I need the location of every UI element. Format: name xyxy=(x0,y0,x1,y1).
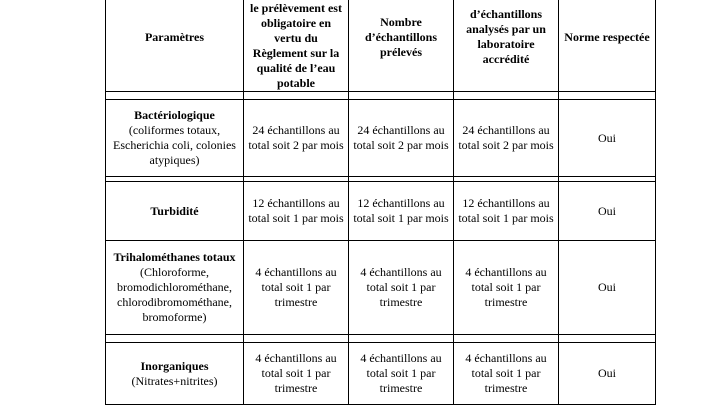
header-analyzed: d’échantillons analysés par un laboratoire accrédité xyxy=(454,0,559,92)
param-cell xyxy=(106,343,244,405)
analyzed-cell: 12 échantillons au total soit 1 par mois xyxy=(454,182,559,241)
table-row xyxy=(106,100,656,177)
param-detail: (Nitrates+nitrites) xyxy=(131,373,218,388)
header-required: le prélèvement est obligatoire en vertu du Règlement sur la qualité de l’eau potable xyxy=(244,0,349,92)
required-cell: 4 échantillons au total soit 1 par trimestre xyxy=(244,343,349,405)
table-header-row xyxy=(106,0,656,92)
table-row xyxy=(106,241,656,335)
table-row xyxy=(106,182,656,241)
param-detail: (coliformes totaux, Escherichia coli, colonies atypiques) xyxy=(113,123,236,167)
norm-cell: Oui xyxy=(559,241,656,335)
sampled-cell: 12 échantillons au total soit 1 par mois xyxy=(349,182,454,241)
header-sampled: Nombre d’échantillons prélevés xyxy=(349,0,454,92)
table-row xyxy=(106,343,656,405)
param-detail: (Chloroforme, bromodichlorométhane, chlorodibromométhane, bromoforme) xyxy=(117,265,232,324)
analyzed-cell: 4 échantillons au total soit 1 par trimestre xyxy=(454,343,559,405)
header-norm: Norme respectée xyxy=(559,0,656,92)
param-cell xyxy=(106,100,244,177)
water-quality-table xyxy=(105,0,656,405)
spacer-row xyxy=(106,335,656,343)
header-parametres: Paramètres xyxy=(106,0,244,92)
spacer-row xyxy=(106,92,656,100)
required-cell: 4 échantillons au total soit 1 par trimestre xyxy=(244,241,349,335)
required-cell: 12 échantillons au total soit 1 par mois xyxy=(244,182,349,241)
norm-cell: Oui xyxy=(559,100,656,177)
sampled-cell: 24 échantillons au total soit 2 par mois xyxy=(349,100,454,177)
param-cell xyxy=(106,182,244,241)
param-name: Inorganiques xyxy=(140,358,209,373)
param-name: Turbidité xyxy=(150,203,199,218)
norm-cell: Oui xyxy=(559,182,656,241)
param-name: Trihalométhanes totaux xyxy=(113,250,236,264)
param-cell xyxy=(106,241,244,335)
sampled-cell: 4 échantillons au total soit 1 par trimestre xyxy=(349,241,454,335)
required-cell: 24 échantillons au total soit 2 par mois xyxy=(244,100,349,177)
param-name: Bactériologique xyxy=(134,108,215,122)
analyzed-cell: 4 échantillons au total soit 1 par trimestre xyxy=(454,241,559,335)
sampled-cell: 4 échantillons au total soit 1 par trimestre xyxy=(349,343,454,405)
analyzed-cell: 24 échantillons au total soit 2 par mois xyxy=(454,100,559,177)
norm-cell: Oui xyxy=(559,343,656,405)
